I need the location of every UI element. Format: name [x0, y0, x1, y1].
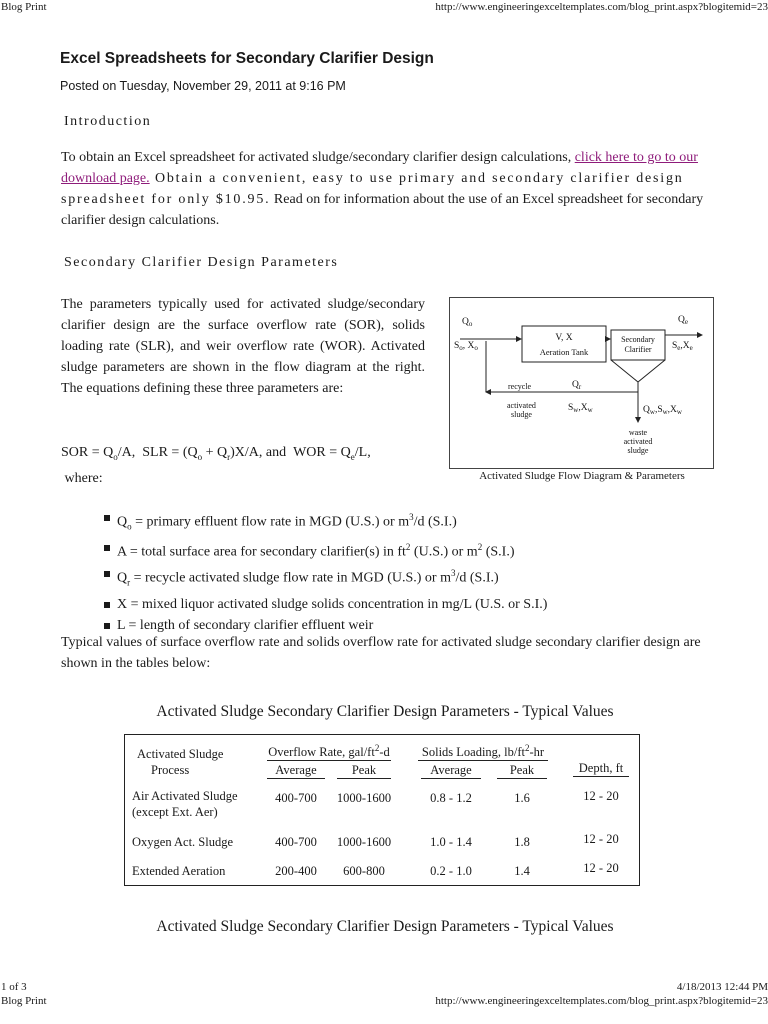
- design-table: [124, 734, 640, 886]
- diagram-caption: Activated Sludge Flow Diagram & Parameters: [479, 470, 685, 482]
- list-item: $Q_o$ = primary effluent flow rate in MGD (U.S.) or $m^3/d$ (S.I.): [104, 507, 547, 537]
- row1-sl-peak: 1.6: [514, 791, 530, 805]
- header-solids: Solids Loading, $lb/ft^2-hr$: [418, 743, 548, 761]
- intro-heading: Introduction: [64, 114, 152, 129]
- clarifier-label-2: Clarifier: [624, 345, 652, 354]
- row3-depth: 12 - 20: [583, 861, 619, 875]
- intro-paragraph: To obtain an Excel spreadsheet for activated sludge/secondary clarifier design calculations, click here to go to our download page. Obtain a convenient, easy to use primary and secondary clarifier design spreadsheet for only $10.95. Read on for information about the use of an Excel spreadsheet for secondary clarifier design calculations.: [61, 150, 704, 228]
- row1-depth: 12 - 20: [583, 789, 619, 803]
- list-item: $Q_r$ = recycle activated sludge flow rate in MGD (U.S.) or $m^3/d$ (S.I.): [104, 563, 547, 593]
- page-number: 1 of 3: [1, 981, 27, 993]
- tank-label-1: V, X: [555, 333, 573, 343]
- row3-or-peak: 600-800: [343, 864, 385, 878]
- header-process-2: Process: [151, 763, 190, 777]
- table-title: Activated Sludge Secondary Clarifier Design Parameters - Typical Values: [156, 703, 614, 720]
- row3-sl-peak: 1.4: [514, 864, 530, 878]
- tank-label-2: Aeration Tank: [539, 347, 589, 357]
- download-link[interactable]: click here to go to our download page.: [61, 150, 698, 186]
- post-date: Posted on Tuesday, November 29, 2011 at 9:16 PM: [60, 79, 346, 93]
- row2-process: Oxygen Act. Sludge: [132, 835, 234, 849]
- row1-or-avg: 400-700: [275, 791, 317, 805]
- header-url: http://www.engineeringexceltemplates.com/blog_print.aspx?blogitemid=23: [435, 1, 768, 13]
- row1-process-note: (except Ext. Aer): [132, 805, 218, 819]
- row3-process: Extended Aeration: [132, 864, 226, 878]
- print-date: 4/18/2013 12:44 PM: [676, 981, 768, 993]
- typical-paragraph: Typical values of surface overflow rate and solids overflow rate for activated sludge secondary clarifier design are shown in the tables below:: [61, 635, 701, 671]
- label-waste-sludge: sludge: [627, 446, 649, 455]
- row3-or-avg: 200-400: [275, 864, 317, 878]
- list-item: L = length of secondary clarifier effluent weir: [104, 615, 547, 636]
- table-title-2: Activated Sludge Secondary Clarifier Design Parameters - Typical Values: [156, 918, 614, 935]
- flow-diagram: [449, 297, 714, 469]
- list-item: X = mixed liquor activated sludge solids concentration in mg/L (U.S. or S.I.): [104, 594, 547, 615]
- header-title: Blog Print: [1, 1, 47, 13]
- clarifier-label-1: Secondary: [621, 335, 655, 344]
- print-header-next: [0, 995, 768, 1009]
- header-overflow: Overflow Rate, gal/$ft^2-d$: [268, 743, 390, 760]
- flow-diagram-svg: [450, 298, 713, 468]
- label-sexe: $S_e,X_e$: [672, 341, 693, 352]
- label-swxw: $S_w,X_w$: [568, 403, 593, 414]
- header-sl-peak: Peak: [497, 763, 547, 779]
- list-item: A = total surface area for secondary clarifier(s) in $ft^2$ (U.S.) or $m^2$ (S.I.): [104, 537, 547, 563]
- label-sludge: sludge: [511, 410, 532, 419]
- row2-depth: 12 - 20: [583, 832, 619, 846]
- header-title-next: Blog Print: [1, 995, 47, 1007]
- row2-or-avg: 400-700: [275, 835, 317, 849]
- label-qe: $Q_e$: [678, 315, 688, 326]
- params-paragraph: The parameters typically used for activated sludge/secondary clarifier design are the surface overflow rate (SOR), solids loading rate (SLR), and weir overflow rate (WOR). Activated sludge parameters are shown in the flow diagram at the right. The equations defining these three parameters are:: [61, 297, 425, 396]
- print-header: [0, 1, 768, 15]
- label-activated: activated: [507, 401, 536, 410]
- header-process-1: Activated Sludge: [137, 747, 224, 761]
- row3-sl-avg: 0.2 - 1.0: [430, 864, 472, 878]
- header-url-next: http://www.engineeringexceltemplates.com/blog_print.aspx?blogitemid=23: [435, 995, 768, 1007]
- header-or-average: Average: [267, 763, 325, 779]
- label-qr: $Q_r$: [572, 380, 582, 391]
- label-q0: $Q_o$: [462, 317, 473, 328]
- row1-or-peak: 1000-1600: [336, 791, 392, 805]
- row2-sl-avg: 1.0 - 1.4: [430, 835, 472, 849]
- equations: SOR = $Q_o/A$, SLR = $(Q_o + Q_r)X/A$, and WOR = $Q_e/L$, where:: [61, 445, 371, 486]
- row1-sl-avg: 0.8 - 1.2: [430, 791, 472, 805]
- post-title: Excel Spreadsheets for Secondary Clarifier Design: [60, 50, 434, 67]
- row1-process: Air Activated Sludge: [132, 789, 238, 803]
- header-sl-average: Average: [421, 763, 481, 779]
- header-depth: Depth, ft: [573, 761, 629, 777]
- label-recycle: recycle: [508, 382, 532, 391]
- row2-sl-peak: 1.8: [514, 835, 530, 849]
- label-waste-activated: activated: [623, 437, 653, 446]
- label-s0x0: $S_o$, $X_o$: [454, 341, 478, 352]
- params-heading: Secondary Clarifier Design Parameters: [64, 255, 339, 270]
- variable-list: [104, 507, 547, 636]
- label-waste: waste: [628, 428, 648, 437]
- label-qw: $Q_w,S_w,X_w$: [643, 405, 682, 416]
- print-footer: [0, 981, 768, 995]
- row2-or-peak: 1000-1600: [336, 835, 392, 849]
- header-or-peak: Peak: [337, 763, 391, 779]
